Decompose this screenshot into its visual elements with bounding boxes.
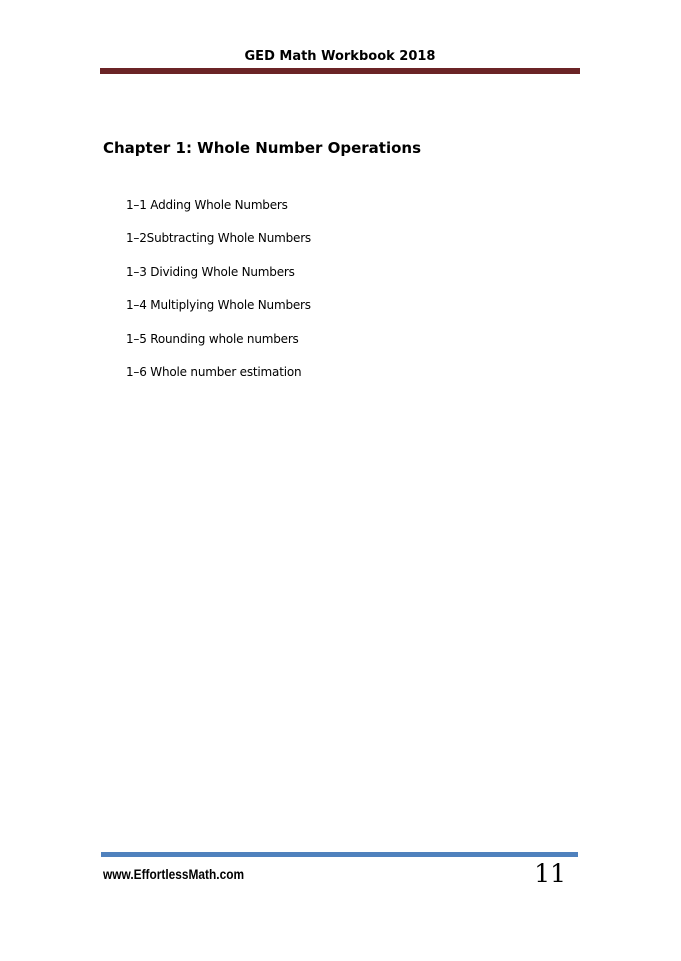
- page-number: 11: [534, 859, 566, 888]
- running-header: GED Math Workbook 2018: [244, 49, 436, 64]
- toc-item: 1–4 Multiplying Whole Numbers: [126, 298, 311, 312]
- toc-item: 1–3 Dividing Whole Numbers: [126, 265, 295, 279]
- toc-item: 1–2Subtracting Whole Numbers: [126, 231, 311, 245]
- chapter-title: Chapter 1: Whole Number Operations: [103, 139, 422, 157]
- footer-rule: [101, 852, 578, 857]
- toc-item: 1–6 Whole number estimation: [126, 365, 302, 379]
- toc-item: 1–1 Adding Whole Numbers: [126, 198, 288, 212]
- header-rule: [100, 68, 580, 74]
- footer-url: www.EffortlessMath.com: [103, 866, 245, 882]
- toc-item: 1–5 Rounding whole numbers: [126, 332, 299, 346]
